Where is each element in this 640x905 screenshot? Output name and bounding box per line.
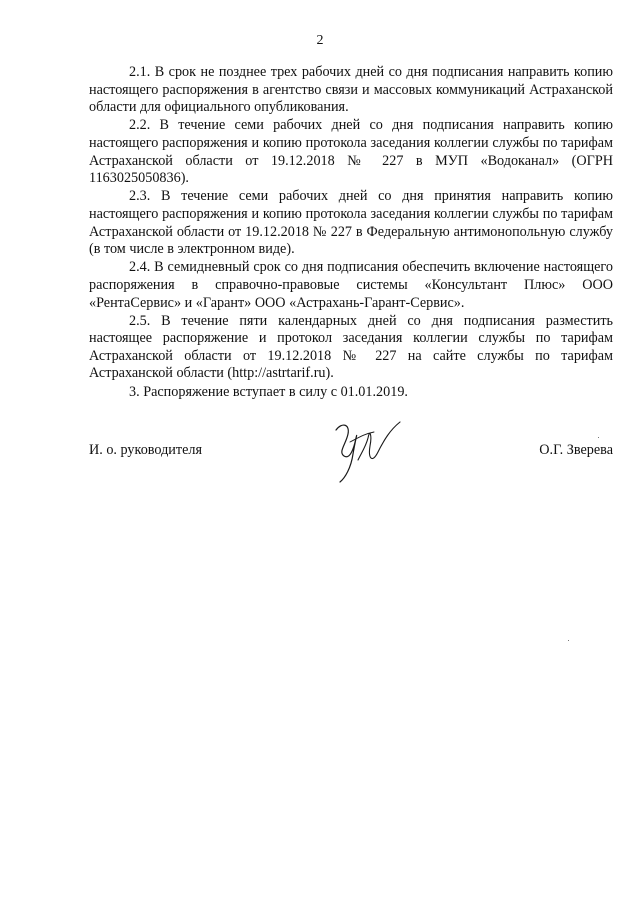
paragraph-2-5: 2.5. В течение пяти календарных дней со дня подписания разместить настоящее распоряжение и протокол заседания коллегии службы по тарифам Астраханской области от 19.12.2018 № 227 на сайте службы по тарифам Астраханской области (http://astrtarif.ru).	[89, 312, 613, 382]
document-body	[89, 64, 613, 402]
scan-speck	[568, 640, 569, 641]
paragraph-2-3: 2.3. В течение семи рабочих дней со дня принятия направить копию настоящего распоряжения и копию протокола заседания коллегии службы по тарифам Астраханской области от 19.12.2018 № 227 в Федеральную антимонопольную службу (в том числе в электронном виде).	[89, 188, 613, 258]
signatory-name: О.Г. Зверева	[539, 442, 613, 458]
paragraph-2-1: 2.1. В срок не позднее трех рабочих дней со дня подписания направить копию настоящего распоряжения в агентство связи и массовых коммуникаций Астраханской области для официального опубликования.	[89, 64, 613, 116]
handwritten-signature	[328, 412, 408, 487]
paragraph-3: 3. Распоряжение вступает в силу с 01.01.2019.	[129, 383, 408, 400]
signatory-role: И. о. руководителя	[89, 442, 202, 458]
page-number: 2	[316, 33, 324, 48]
paragraph-2-4: 2.4. В семидневный срок со дня подписания обеспечить включение настоящего распоряжения в справочно-правовые системы «Консультант Плюс» ООО «РентаСервис» и «Гарант» ООО «Астрахань-Гарант-Сервис».	[89, 259, 613, 311]
paragraph-2-2: 2.2. В течение семи рабочих дней со дня подписания направить копию настоящего распоряжения и копию протокола заседания коллегии службы по тарифам Астраханской области от 19.12.2018 № 227 в МУП «Водоканал» (ОГРН 1163025050836).	[89, 117, 613, 187]
scan-speck	[598, 437, 599, 438]
